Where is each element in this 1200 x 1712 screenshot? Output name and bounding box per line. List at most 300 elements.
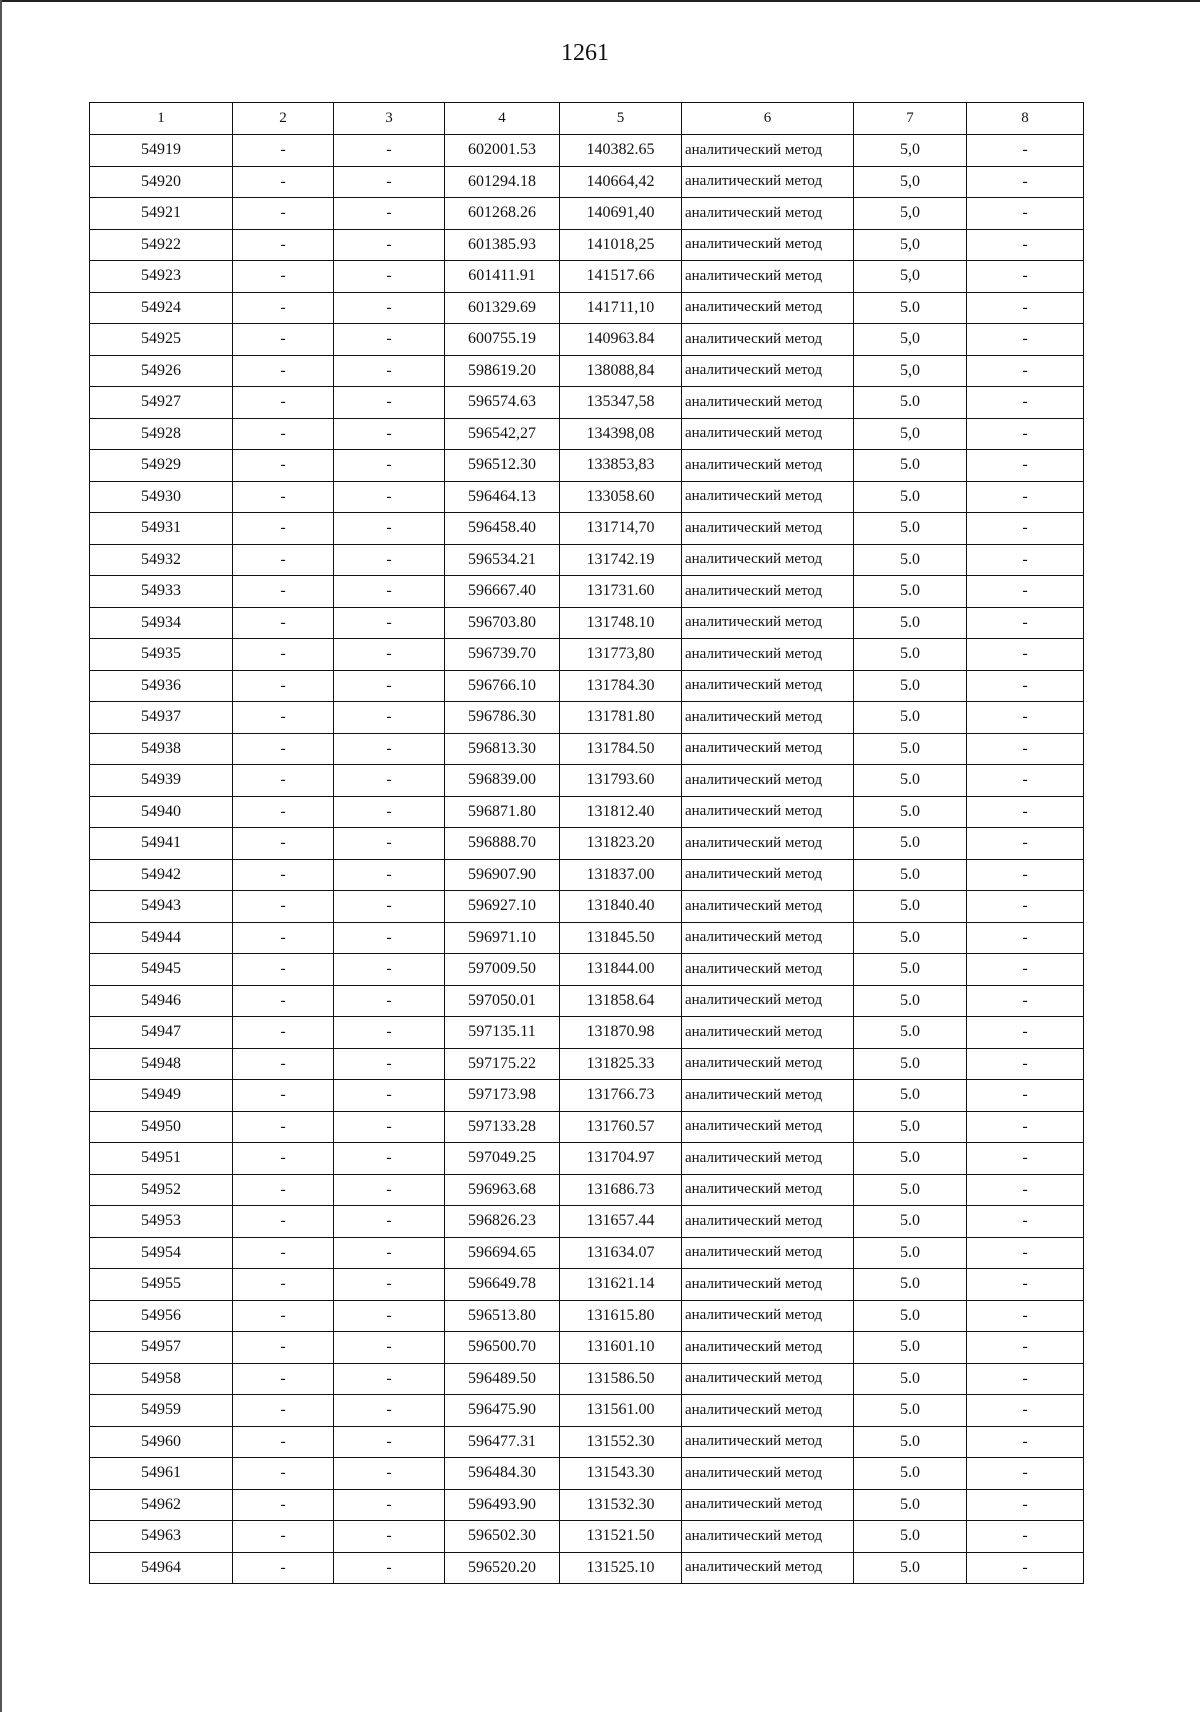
x-coordinate-cell: 596786.30 [445,702,560,734]
col2-value-cell: - [233,1521,334,1553]
accuracy-cell: 5.0 [854,954,967,986]
col3-value-cell: - [334,1332,445,1364]
column-header-2: 2 [233,103,334,135]
col8-value-cell: - [967,670,1084,702]
accuracy-cell: 5.0 [854,1395,967,1427]
table-row [90,1111,1084,1143]
point-number-cell: 54954 [90,1237,233,1269]
y-coordinate-cell: 131634.07 [560,1237,682,1269]
point-number-cell: 54948 [90,1048,233,1080]
y-coordinate-cell: 131784.30 [560,670,682,702]
accuracy-cell: 5.0 [854,450,967,482]
point-number-cell: 54931 [90,513,233,545]
x-coordinate-cell: 596484.30 [445,1458,560,1490]
col3-value-cell: - [334,765,445,797]
x-coordinate-cell: 596766.10 [445,670,560,702]
accuracy-cell: 5.0 [854,1363,967,1395]
x-coordinate-cell: 601268.26 [445,198,560,230]
x-coordinate-cell: 596694.65 [445,1237,560,1269]
accuracy-cell: 5.0 [854,1048,967,1080]
point-number-cell: 54932 [90,544,233,576]
point-number-cell: 54919 [90,135,233,167]
table-row [90,1363,1084,1395]
accuracy-cell: 5,0 [854,198,967,230]
table-row [90,1552,1084,1584]
col8-value-cell: - [967,859,1084,891]
col3-value-cell: - [334,859,445,891]
x-coordinate-cell: 596502.30 [445,1521,560,1553]
point-number-cell: 54933 [90,576,233,608]
table-row [90,450,1084,482]
method-cell: аналитический метод [682,922,854,954]
method-cell: аналитический метод [682,1206,854,1238]
col8-value-cell: - [967,985,1084,1017]
col8-value-cell: - [967,1363,1084,1395]
accuracy-cell: 5.0 [854,1458,967,1490]
accuracy-cell: 5,0 [854,135,967,167]
point-number-cell: 54962 [90,1489,233,1521]
point-number-cell: 54921 [90,198,233,230]
col2-value-cell: - [233,1269,334,1301]
x-coordinate-cell: 601329.69 [445,292,560,324]
table-row [90,1143,1084,1175]
col8-value-cell: - [967,607,1084,639]
col2-value-cell: - [233,450,334,482]
col2-value-cell: - [233,954,334,986]
table-row [90,576,1084,608]
column-header-3: 3 [334,103,445,135]
col3-value-cell: - [334,418,445,450]
column-header-6: 6 [682,103,854,135]
col2-value-cell: - [233,639,334,671]
col2-value-cell: - [233,985,334,1017]
col8-value-cell: - [967,1174,1084,1206]
table-row [90,166,1084,198]
y-coordinate-cell: 131621.14 [560,1269,682,1301]
table-row [90,733,1084,765]
table-row [90,387,1084,419]
x-coordinate-cell: 598619.20 [445,355,560,387]
method-cell: аналитический метод [682,481,854,513]
accuracy-cell: 5.0 [854,1552,967,1584]
y-coordinate-cell: 131870.98 [560,1017,682,1049]
x-coordinate-cell: 597135.11 [445,1017,560,1049]
col8-value-cell: - [967,229,1084,261]
method-cell: аналитический метод [682,891,854,923]
accuracy-cell: 5.0 [854,765,967,797]
col2-value-cell: - [233,1174,334,1206]
point-number-cell: 54940 [90,796,233,828]
col2-value-cell: - [233,702,334,734]
col2-value-cell: - [233,1332,334,1364]
x-coordinate-cell: 596534.21 [445,544,560,576]
method-cell: аналитический метод [682,1521,854,1553]
method-cell: аналитический метод [682,1300,854,1332]
y-coordinate-cell: 131784.50 [560,733,682,765]
accuracy-cell: 5.0 [854,1300,967,1332]
table-row [90,1080,1084,1112]
col3-value-cell: - [334,985,445,1017]
x-coordinate-cell: 601385.93 [445,229,560,261]
x-coordinate-cell: 597009.50 [445,954,560,986]
accuracy-cell: 5,0 [854,166,967,198]
y-coordinate-cell: 134398,08 [560,418,682,450]
accuracy-cell: 5.0 [854,1237,967,1269]
col8-value-cell: - [967,922,1084,954]
accuracy-cell: 5.0 [854,733,967,765]
method-cell: аналитический метод [682,796,854,828]
col8-value-cell: - [967,639,1084,671]
y-coordinate-cell: 138088,84 [560,355,682,387]
y-coordinate-cell: 131742.19 [560,544,682,576]
col2-value-cell: - [233,229,334,261]
accuracy-cell: 5.0 [854,1143,967,1175]
col3-value-cell: - [334,513,445,545]
x-coordinate-cell: 596475.90 [445,1395,560,1427]
col8-value-cell: - [967,1426,1084,1458]
y-coordinate-cell: 135347,58 [560,387,682,419]
column-header-5: 5 [560,103,682,135]
table-row [90,1237,1084,1269]
method-cell: аналитический метод [682,1552,854,1584]
point-number-cell: 54957 [90,1332,233,1364]
x-coordinate-cell: 596542,27 [445,418,560,450]
col2-value-cell: - [233,891,334,923]
accuracy-cell: 5.0 [854,292,967,324]
point-number-cell: 54924 [90,292,233,324]
table-row [90,261,1084,293]
method-cell: аналитический метод [682,166,854,198]
y-coordinate-cell: 133058.60 [560,481,682,513]
method-cell: аналитический метод [682,1017,854,1049]
method-cell: аналитический метод [682,765,854,797]
y-coordinate-cell: 131823.20 [560,828,682,860]
y-coordinate-cell: 131731.60 [560,576,682,608]
method-cell: аналитический метод [682,702,854,734]
method-cell: аналитический метод [682,1111,854,1143]
col8-value-cell: - [967,1395,1084,1427]
col2-value-cell: - [233,796,334,828]
table-row [90,702,1084,734]
method-cell: аналитический метод [682,229,854,261]
col8-value-cell: - [967,1300,1084,1332]
x-coordinate-cell: 597049.25 [445,1143,560,1175]
col3-value-cell: - [334,481,445,513]
table-row [90,1269,1084,1301]
x-coordinate-cell: 597173.98 [445,1080,560,1112]
method-cell: аналитический метод [682,261,854,293]
table-row [90,229,1084,261]
point-number-cell: 54960 [90,1426,233,1458]
table-row [90,1489,1084,1521]
point-number-cell: 54941 [90,828,233,860]
col3-value-cell: - [334,1552,445,1584]
y-coordinate-cell: 131552.30 [560,1426,682,1458]
point-number-cell: 54963 [90,1521,233,1553]
table-row [90,670,1084,702]
y-coordinate-cell: 140664,42 [560,166,682,198]
accuracy-cell: 5.0 [854,891,967,923]
point-number-cell: 54958 [90,1363,233,1395]
col8-value-cell: - [967,450,1084,482]
x-coordinate-cell: 601294.18 [445,166,560,198]
point-number-cell: 54944 [90,922,233,954]
y-coordinate-cell: 133853,83 [560,450,682,482]
col2-value-cell: - [233,1143,334,1175]
col2-value-cell: - [233,670,334,702]
accuracy-cell: 5,0 [854,324,967,356]
y-coordinate-cell: 131858.64 [560,985,682,1017]
col8-value-cell: - [967,261,1084,293]
col3-value-cell: - [334,702,445,734]
table-row [90,1048,1084,1080]
table-row [90,828,1084,860]
col2-value-cell: - [233,733,334,765]
table-row [90,1426,1084,1458]
col2-value-cell: - [233,1426,334,1458]
point-number-cell: 54926 [90,355,233,387]
col3-value-cell: - [334,1237,445,1269]
col2-value-cell: - [233,1458,334,1490]
col8-value-cell: - [967,1143,1084,1175]
accuracy-cell: 5,0 [854,418,967,450]
method-cell: аналитический метод [682,355,854,387]
column-header-7: 7 [854,103,967,135]
point-number-cell: 54930 [90,481,233,513]
accuracy-cell: 5.0 [854,1269,967,1301]
point-number-cell: 54934 [90,607,233,639]
method-cell: аналитический метод [682,954,854,986]
col2-value-cell: - [233,828,334,860]
table-row [90,1458,1084,1490]
accuracy-cell: 5.0 [854,1080,967,1112]
x-coordinate-cell: 596667.40 [445,576,560,608]
col2-value-cell: - [233,418,334,450]
col8-value-cell: - [967,544,1084,576]
col8-value-cell: - [967,1458,1084,1490]
y-coordinate-cell: 131773,80 [560,639,682,671]
x-coordinate-cell: 596458.40 [445,513,560,545]
col8-value-cell: - [967,481,1084,513]
col2-value-cell: - [233,1237,334,1269]
accuracy-cell: 5.0 [854,1206,967,1238]
x-coordinate-cell: 596520.20 [445,1552,560,1584]
accuracy-cell: 5.0 [854,544,967,576]
point-number-cell: 54961 [90,1458,233,1490]
x-coordinate-cell: 596513.80 [445,1300,560,1332]
method-cell: аналитический метод [682,1080,854,1112]
method-cell: аналитический метод [682,670,854,702]
table-row [90,481,1084,513]
col8-value-cell: - [967,828,1084,860]
accuracy-cell: 5,0 [854,261,967,293]
accuracy-cell: 5.0 [854,639,967,671]
accuracy-cell: 5.0 [854,1111,967,1143]
col3-value-cell: - [334,229,445,261]
table-header [90,103,1084,135]
col2-value-cell: - [233,765,334,797]
point-number-cell: 54950 [90,1111,233,1143]
y-coordinate-cell: 131525.10 [560,1552,682,1584]
col2-value-cell: - [233,607,334,639]
accuracy-cell: 5.0 [854,796,967,828]
col8-value-cell: - [967,1017,1084,1049]
method-cell: аналитический метод [682,135,854,167]
accuracy-cell: 5.0 [854,702,967,734]
method-cell: аналитический метод [682,828,854,860]
y-coordinate-cell: 131760.57 [560,1111,682,1143]
col2-value-cell: - [233,1017,334,1049]
method-cell: аналитический метод [682,733,854,765]
col3-value-cell: - [334,1017,445,1049]
table-row [90,418,1084,450]
point-number-cell: 54927 [90,387,233,419]
y-coordinate-cell: 131837.00 [560,859,682,891]
accuracy-cell: 5.0 [854,985,967,1017]
method-cell: аналитический метод [682,450,854,482]
col8-value-cell: - [967,702,1084,734]
col3-value-cell: - [334,1143,445,1175]
table-row [90,1017,1084,1049]
col3-value-cell: - [334,1395,445,1427]
accuracy-cell: 5.0 [854,513,967,545]
point-number-cell: 54938 [90,733,233,765]
x-coordinate-cell: 596826.23 [445,1206,560,1238]
column-header-4: 4 [445,103,560,135]
y-coordinate-cell: 140382.65 [560,135,682,167]
accuracy-cell: 5.0 [854,1017,967,1049]
col3-value-cell: - [334,355,445,387]
table-body [90,135,1084,1584]
accuracy-cell: 5.0 [854,481,967,513]
y-coordinate-cell: 131686.73 [560,1174,682,1206]
col3-value-cell: - [334,891,445,923]
y-coordinate-cell: 131840.40 [560,891,682,923]
col3-value-cell: - [334,1426,445,1458]
col3-value-cell: - [334,670,445,702]
point-number-cell: 54920 [90,166,233,198]
point-number-cell: 54939 [90,765,233,797]
col2-value-cell: - [233,576,334,608]
method-cell: аналитический метод [682,1269,854,1301]
method-cell: аналитический метод [682,387,854,419]
table-row [90,324,1084,356]
point-number-cell: 54922 [90,229,233,261]
table-row [90,513,1084,545]
method-cell: аналитический метод [682,513,854,545]
col8-value-cell: - [967,1237,1084,1269]
point-number-cell: 54951 [90,1143,233,1175]
table-row [90,639,1084,671]
col2-value-cell: - [233,1489,334,1521]
x-coordinate-cell: 596739.70 [445,639,560,671]
accuracy-cell: 5.0 [854,922,967,954]
method-cell: аналитический метод [682,639,854,671]
col8-value-cell: - [967,418,1084,450]
accuracy-cell: 5,0 [854,229,967,261]
col2-value-cell: - [233,292,334,324]
y-coordinate-cell: 131812.40 [560,796,682,828]
col8-value-cell: - [967,1489,1084,1521]
col3-value-cell: - [334,828,445,860]
col8-value-cell: - [967,166,1084,198]
table-row [90,1395,1084,1427]
col3-value-cell: - [334,1458,445,1490]
col3-value-cell: - [334,954,445,986]
table-row [90,1300,1084,1332]
x-coordinate-cell: 596813.30 [445,733,560,765]
col3-value-cell: - [334,261,445,293]
point-number-cell: 54955 [90,1269,233,1301]
col8-value-cell: - [967,765,1084,797]
method-cell: аналитический метод [682,1458,854,1490]
table-row [90,985,1084,1017]
point-number-cell: 54943 [90,891,233,923]
col3-value-cell: - [334,544,445,576]
col8-value-cell: - [967,733,1084,765]
y-coordinate-cell: 140691,40 [560,198,682,230]
col8-value-cell: - [967,324,1084,356]
col3-value-cell: - [334,450,445,482]
method-cell: аналитический метод [682,859,854,891]
method-cell: аналитический метод [682,324,854,356]
col3-value-cell: - [334,324,445,356]
col3-value-cell: - [334,1300,445,1332]
method-cell: аналитический метод [682,198,854,230]
y-coordinate-cell: 131561.00 [560,1395,682,1427]
y-coordinate-cell: 131845.50 [560,922,682,954]
col3-value-cell: - [334,733,445,765]
point-number-cell: 54947 [90,1017,233,1049]
col2-value-cell: - [233,166,334,198]
method-cell: аналитический метод [682,1048,854,1080]
accuracy-cell: 5.0 [854,1489,967,1521]
method-cell: аналитический метод [682,544,854,576]
col8-value-cell: - [967,1552,1084,1584]
col2-value-cell: - [233,1363,334,1395]
col8-value-cell: - [967,796,1084,828]
col2-value-cell: - [233,922,334,954]
method-cell: аналитический метод [682,1237,854,1269]
point-number-cell: 54942 [90,859,233,891]
col3-value-cell: - [334,1111,445,1143]
col2-value-cell: - [233,1300,334,1332]
y-coordinate-cell: 141711,10 [560,292,682,324]
x-coordinate-cell: 601411.91 [445,261,560,293]
table-row [90,1332,1084,1364]
y-coordinate-cell: 141517.66 [560,261,682,293]
y-coordinate-cell: 131825.33 [560,1048,682,1080]
col2-value-cell: - [233,387,334,419]
col2-value-cell: - [233,1395,334,1427]
coordinates-table [89,102,1084,1584]
method-cell: аналитический метод [682,1395,854,1427]
col8-value-cell: - [967,1269,1084,1301]
y-coordinate-cell: 141018,25 [560,229,682,261]
page-number: 1261 [561,40,609,66]
x-coordinate-cell: 596464.13 [445,481,560,513]
col3-value-cell: - [334,135,445,167]
col3-value-cell: - [334,576,445,608]
y-coordinate-cell: 131532.30 [560,1489,682,1521]
y-coordinate-cell: 131766.73 [560,1080,682,1112]
x-coordinate-cell: 596649.78 [445,1269,560,1301]
point-number-cell: 54929 [90,450,233,482]
x-coordinate-cell: 596493.90 [445,1489,560,1521]
method-cell: аналитический метод [682,1143,854,1175]
col3-value-cell: - [334,1206,445,1238]
accuracy-cell: 5.0 [854,828,967,860]
